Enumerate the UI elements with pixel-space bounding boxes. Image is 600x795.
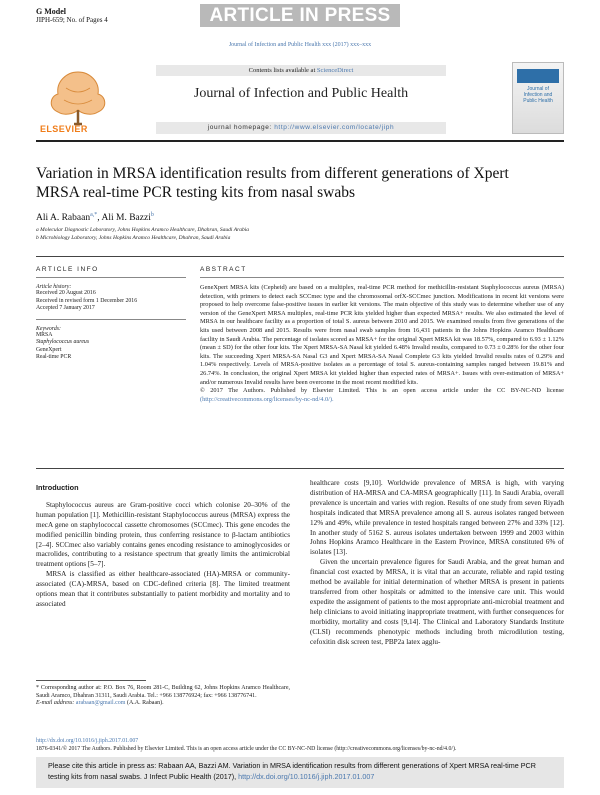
article-info-heading: ARTICLE INFO	[36, 266, 186, 278]
keyword: Real-time PCR	[36, 354, 72, 360]
history-label: Article history:	[36, 284, 72, 290]
section-heading: Introduction	[36, 483, 79, 492]
contents-prefix: Contents lists available at	[248, 67, 316, 74]
paragraph: healthcare costs [9,10]. Worldwide prevalence of MRSA is high, with varying distribution of HA-MRSA and CA-MRSA geographically [11]. In Saudi Arabia, overall prevalence is uncertain and varies with region. Results of one study from seven Riyadh hospitals indicated that MRSA prevalence among all S. aureus isolates ranged between 12% and 49%, while prevalence in tested hospitals ranged between 27% and 33% [12]. In another study of 5162 S. aureus isolates undertaken between 1999 and 2003 within Johns Hopkins Aramco Healthcare in the Eastern Province, MRSA constituted 6% of isolates [13].	[310, 479, 564, 557]
abstract-text: GeneXpert MRSA kits (Cepheid) are based on a multiplex, real-time PCR method for methicillin-resistant Staphylococcus aureus (MRSA) detection, with primers to detect each SCCmec type and the chromosomal orfX-SCCmec junction. Modifications in recent kit versions were proposed to help overcome false-positive issues in earlier kit versions. The main objective of this study was to determine whether use of any version of the GeneXpert MRSA multiplex, real-time PCR kits yielded higher than expected MRSA+ results. We also estimated the level of MRSA in our healthcare facility as a proportion of total S. aureus between 2010 and 2015. We examined results from five generations of the kits used between 2008 and 2015. Results were from nasal swab samples from 16,431 patients in the Johns Hopkins Aramco Healthcare facility in Saudi Arabia. The percentage of isolates scored as MRSA+ for the original Xpert MRSA kit was 18.57%, compared to 6.93 ± 1.12% (mean ± SD) for the other four kits. The Xpert MRSA-SA Nasal kit yielded 6.48% Invalid results, compared to 0.73 ± 0.28% for the other four kits. The succeeding Xpert MRSA-SA Nasal G3 and Xpert MRSA-SA Nasal Complete G3 kits yielded Invalid results rates of 0.29% and 1.04% respectively. Levels of MRSA-positive isolates as a percentage of total S. aureus-containing samples ranged between 19.81% and 26.74%. In conclusion, the original Xpert MRSA kit yielded higher than expected rates of MRSA+. Issues with over-estimation of MRSA+ and/or numerous Invalid results have been overcome in the most recent modified kits.	[200, 284, 564, 386]
page-footer	[36, 738, 564, 753]
paragraph: Staphylococcus aureus are Gram-positive cocci which colonise 20–30% of the human population [1]. Methicillin-resistant Staphylococcus aureus (MRSA) express the mecA gene on staphylococcal cassette chromosomes (SCCmec). This gene encodes the modified penicillin binding protein, thus conferring resistance to β-lactam antibiotics [2–4]. SCCmec also variably contains genes encoding resistance to aminoglycosides or macrolides, contributing to a resistance spectrum that greatly limits the antimicrobial treatment options [5–7].	[36, 500, 290, 569]
author-separator: ,	[97, 213, 102, 224]
journal-code	[36, 16, 108, 25]
author-affil-marker[interactable]: a,*	[90, 212, 98, 218]
article-in-press-banner: ARTICLE IN PRESS	[200, 4, 400, 27]
email-line	[36, 700, 290, 708]
article-info	[36, 266, 186, 362]
model-info	[36, 7, 108, 25]
email-link[interactable]: arabaan@gmail.com	[75, 700, 126, 707]
article-title: Variation in MRSA identification results from different generations of Xpert MRSA real-time PCR testing kits from nasal swabs	[36, 165, 509, 201]
pages-note: No. of Pages 4	[66, 16, 108, 24]
keyword: MRSA	[36, 331, 53, 338]
keyword: GeneXpert	[36, 346, 62, 353]
accepted-date: Accepted 7 January 2017	[36, 305, 95, 311]
cover-band	[517, 69, 559, 83]
copyright-text: © 2017 The Authors. Published by Elsevier Limited. This is an open access article under the CC BY-NC-ND license	[200, 387, 564, 395]
footnote	[36, 685, 290, 708]
divider	[36, 256, 564, 257]
author-affil-marker[interactable]: b	[150, 212, 154, 218]
paragraph: Given the uncertain prevalence figures for Saudi Arabia, and the great human and financial cost exacted by MRSA, it is vital that an accurate, reliable and rapid testing method be available for initial determination of whether MRSA is present in patients transferred from other hospitals or admitted to the intensive care unit. This would expedite the assignment of patients to the most appropriate anti-microbial treatment and help clinicians to avoid initiating inappropriate treatment, with further consequences for morbidity, mortality and costs [9,14]. The Clinical and Laboratory Standards Institute (CLSI) recommends phenotypic methods including broth microdilution testing, cefoxitin disk screen test, PBP2a latex agglu-	[310, 558, 564, 646]
journal-title: Journal of Infection and Public Health	[193, 86, 409, 101]
contents-strip	[156, 65, 446, 76]
abstract	[200, 266, 564, 404]
journal-homepage-strip	[156, 122, 446, 134]
elsevier-tree-logo-icon	[36, 64, 120, 132]
author-list	[36, 212, 154, 223]
abstract-heading: ABSTRACT	[200, 266, 564, 278]
model-label: G Model	[36, 7, 66, 16]
revised-date: Received in revised form 1 December 2016	[36, 297, 138, 304]
affiliation-a: a Molecular Diagnostic Laboratory, Johns Hopkins Aramco Healthcare, Dhahran, Saudi Arabia	[36, 227, 250, 233]
author-name[interactable]: Ali M. Bazzi	[101, 213, 151, 224]
author-name[interactable]: Ali A. Rabaan	[36, 213, 91, 224]
sciencedirect-link[interactable]: ScienceDirect	[316, 67, 354, 74]
received-date: Received 20 August 2016	[36, 290, 96, 296]
journal-code-text: JIPH-659;	[36, 16, 65, 24]
running-head[interactable]: Journal of Infection and Public Health xxx (2017) xxx–xxx	[228, 42, 372, 48]
homepage-link[interactable]: http://www.elsevier.com/locate/jiph	[274, 124, 395, 131]
homepage-prefix: journal homepage:	[207, 124, 272, 131]
abstract-copyright	[200, 387, 564, 404]
affiliation-b: b Microbiology Laboratory, Johns Hopkins Aramco Healthcare, Dhahran, Saudi Arabia	[36, 234, 231, 241]
journal-header	[36, 60, 564, 142]
cover-title: Journal of Infection and Public Health	[523, 86, 553, 104]
license-link[interactable]: (http://creativecommons.org/licenses/by-nc-nd/4.0/).	[200, 395, 334, 403]
journal-cover-image	[512, 62, 564, 134]
citation-text: Please cite this article in press as: Rabaan AA, Bazzi AM. Variation in MRSA identification results from different generations of Xpert MRSA real-time PCR testing kits from nasal swabs. J Infect Public Health (2017),	[48, 761, 536, 781]
issn-line: 1876-0341/© 2017 The Authors. Published by Elsevier Limited. This is an open access article under the CC BY-NC-ND license (http://creativecommons.org/licenses/by-nc-nd/4.0/).	[36, 745, 457, 752]
citation-doi-link[interactable]: http://dx.doi.org/10.1016/j.jiph.2017.01.007	[238, 771, 375, 781]
divider	[36, 319, 186, 320]
keywords-label: Keywords:	[36, 325, 61, 332]
body-left-column	[36, 483, 290, 610]
footnote-divider	[36, 680, 146, 681]
body-right-column	[310, 479, 564, 647]
doi-link[interactable]: http://dx.doi.org/10.1016/j.jiph.2017.01.007	[36, 738, 139, 744]
corresponding-author-note: * Corresponding author at: P.O. Box 76, Room 281-C, Building 62, Johns Hopkins Aramco Healthcare, Saudi Aramco, Dhahran 31311, Saudi Arabia. Tel.: +966 138776924; fax: +966 138776741.	[36, 685, 290, 699]
citation-box	[36, 757, 564, 788]
paragraph: MRSA is classified as either healthcare-associated (HA)-MRSA or community-associated (CA)-MRSA, based on CDC-defined criteria [8]. The limited treatment options mean that it contributes substantially to patient morbidity and mortality and to associated	[36, 570, 290, 608]
affiliations	[36, 227, 556, 242]
keyword: Staphylococcus aureus	[36, 339, 90, 345]
publisher-logo-text: ELSEVIER	[40, 124, 88, 134]
email-label: E-mail address:	[36, 700, 75, 707]
email-suffix: (A.A. Rabaan).	[126, 700, 164, 707]
divider	[36, 468, 564, 469]
